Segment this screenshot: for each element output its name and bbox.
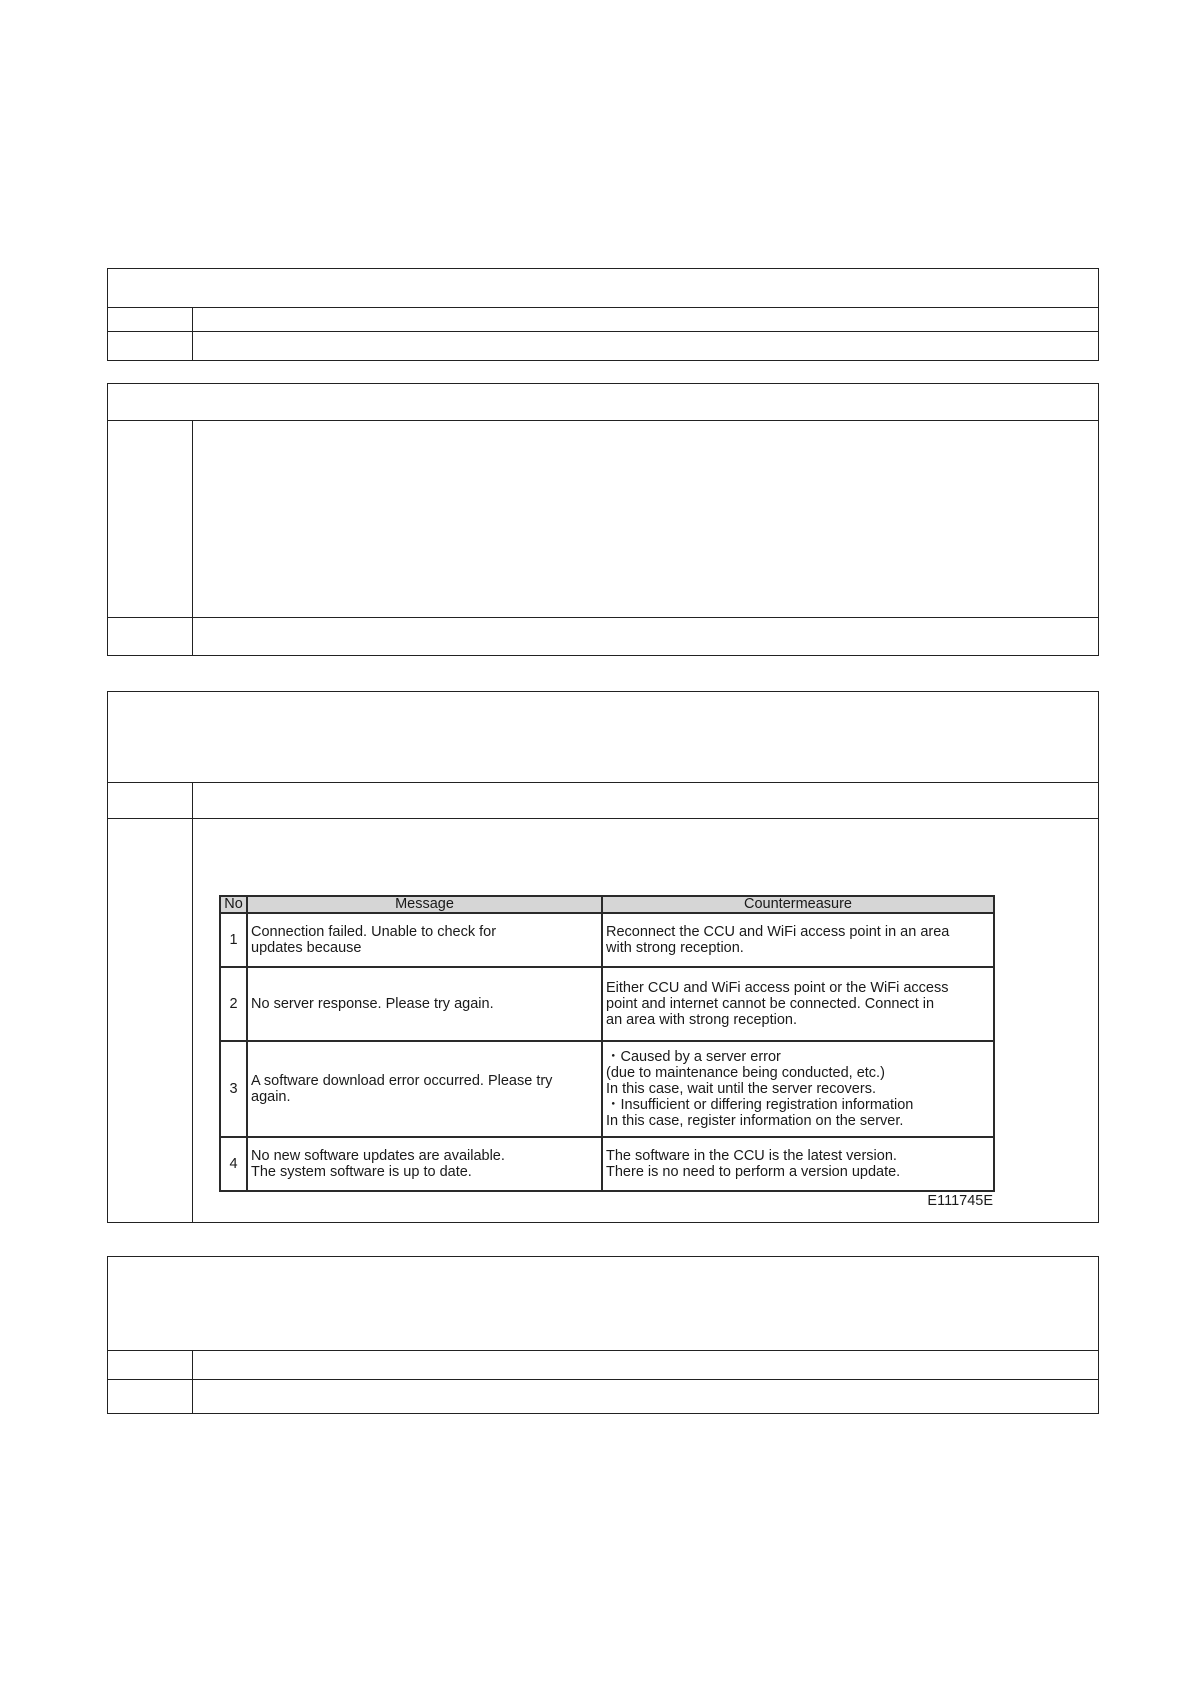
- message-countermeasure-figure: [219, 895, 993, 1209]
- column-divider: [192, 782, 193, 1223]
- table-row: [220, 913, 994, 967]
- header-no: No: [220, 896, 247, 913]
- column-divider: [192, 1350, 193, 1414]
- row-message: No new software updates are available. The system software is up to date.: [247, 1137, 602, 1191]
- divider: [108, 420, 1098, 421]
- column-divider: [192, 420, 193, 656]
- row-message: Connection failed. Unable to check for updates because: [247, 913, 602, 967]
- table-header-row: [220, 896, 994, 913]
- step-box-2: [107, 383, 1099, 656]
- column-divider: [192, 307, 193, 361]
- divider: [108, 307, 1098, 308]
- divider: [108, 1350, 1098, 1351]
- row-message: A software download error occurred. Please try again.: [247, 1041, 602, 1137]
- message-table: [219, 895, 995, 1192]
- divider: [108, 331, 1098, 332]
- divider: [108, 1379, 1098, 1380]
- header-countermeasure: Countermeasure: [602, 896, 994, 913]
- row-number: 3: [220, 1041, 247, 1137]
- table-row: [220, 1041, 994, 1137]
- divider: [108, 617, 1098, 618]
- row-message: No server response. Please try again.: [247, 967, 602, 1041]
- row-number: 1: [220, 913, 247, 967]
- header-message: Message: [247, 896, 602, 913]
- table-row: [220, 1137, 994, 1191]
- step-box-4: [107, 1256, 1099, 1414]
- row-countermeasure: ・Caused by a server error (due to maintenance being conducted, etc.) In this case, wait until the server recovers. ・Insufficient or differing registration information In this case, register information on the server.: [602, 1041, 994, 1137]
- figure-code: E111745E: [927, 1193, 993, 1209]
- divider: [108, 818, 1098, 819]
- row-countermeasure: The software in the CCU is the latest version. There is no need to perform a version update.: [602, 1137, 994, 1191]
- row-number: 4: [220, 1137, 247, 1191]
- row-number: 2: [220, 967, 247, 1041]
- table-row: [220, 967, 994, 1041]
- step-box-1: [107, 268, 1099, 361]
- divider: [108, 782, 1098, 783]
- row-countermeasure: Either CCU and WiFi access point or the WiFi access point and internet cannot be connected. Connect in an area with strong reception.: [602, 967, 994, 1041]
- row-countermeasure: Reconnect the CCU and WiFi access point in an area with strong reception.: [602, 913, 994, 967]
